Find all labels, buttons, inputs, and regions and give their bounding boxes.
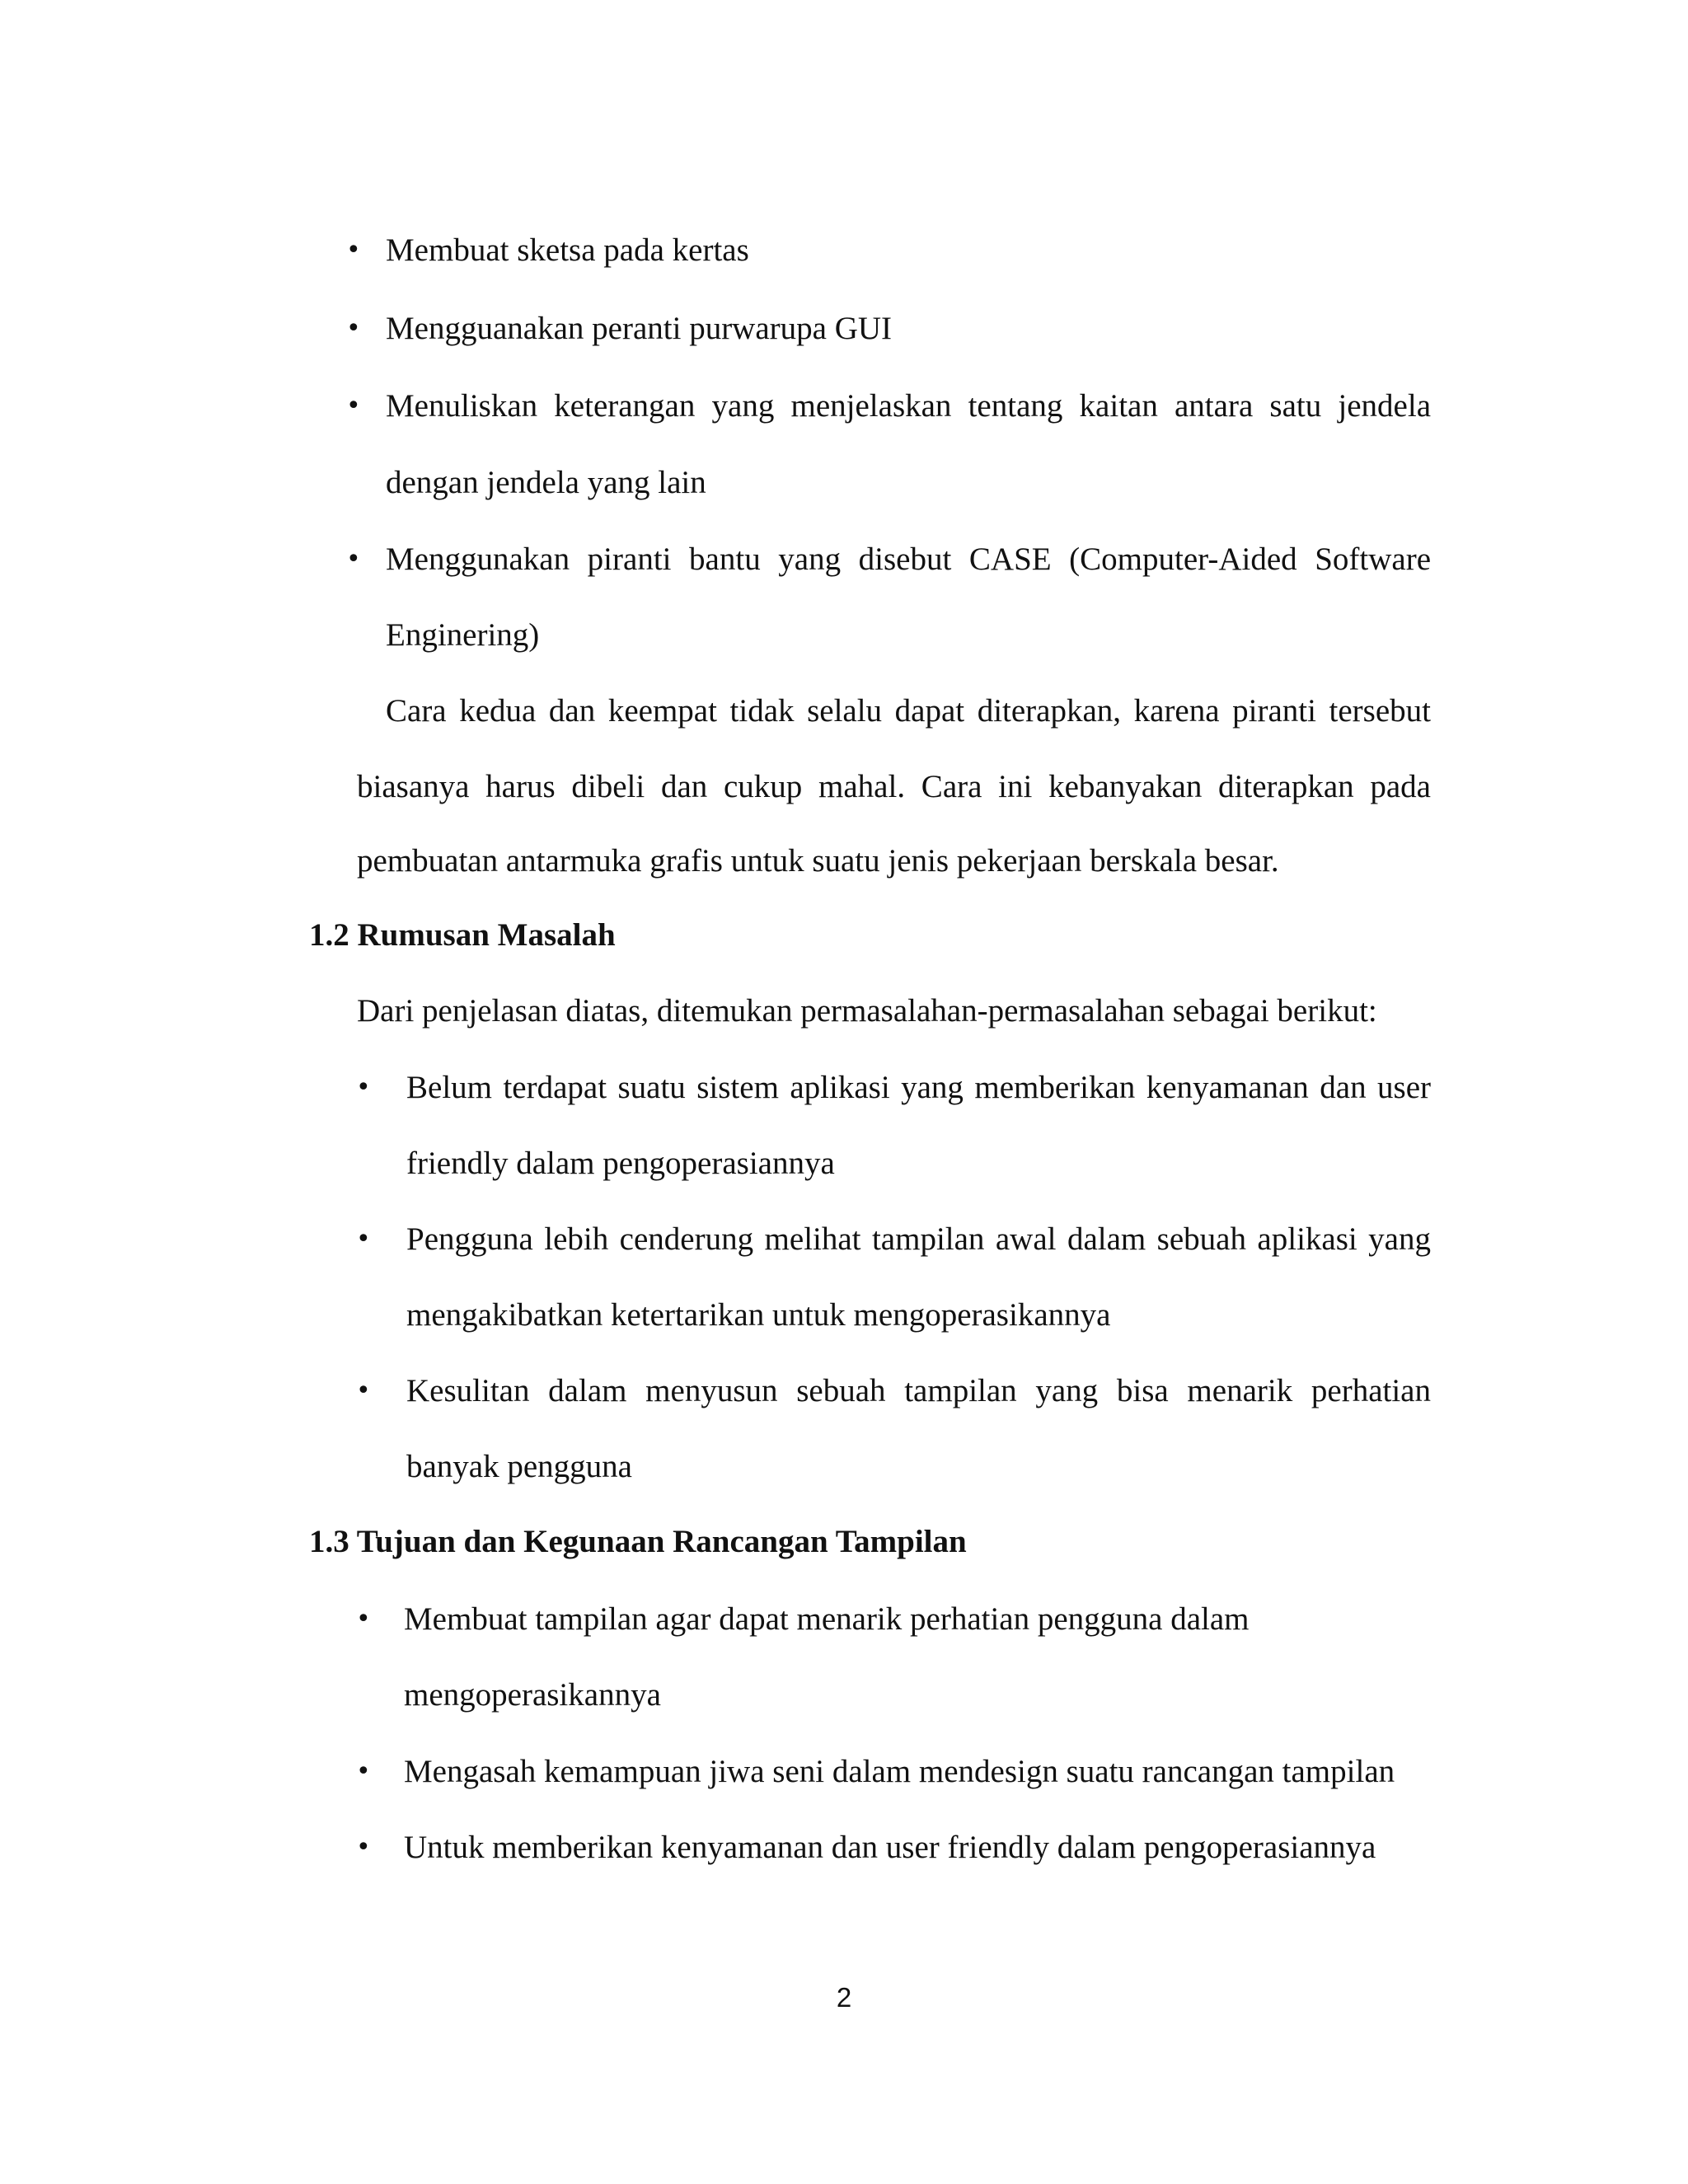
bullet-icon: •	[356, 1073, 371, 1102]
intro-item-3-line-2: dengan jendela yang lain	[386, 465, 706, 500]
bullet-icon: •	[356, 1833, 371, 1862]
problem-item-2-line-2: mengakibatkan ketertarikan untuk mengoperasikannya	[406, 1297, 1111, 1333]
paragraph-line-3: pembuatan antarmuka grafis untuk suatu jenis pekerjaan berskala besar.	[357, 843, 1279, 879]
bullet-icon: •	[356, 1757, 371, 1786]
bullet-icon: •	[346, 314, 361, 343]
intro-item-4-line-2: Enginering)	[386, 617, 540, 653]
intro-item-1: Membuat sketsa pada kertas	[386, 232, 749, 268]
paragraph-line-2: biasanya harus dibeli dan cukup mahal. Cara ini kebanyakan diterapkan pada	[357, 769, 1431, 804]
intro-item-2: Mengguanakan peranti purwarupa GUI	[386, 311, 893, 346]
bullet-icon: •	[356, 1605, 371, 1633]
page-number: 2	[836, 1982, 852, 2013]
bullet-icon: •	[356, 1376, 371, 1405]
bullet-icon: •	[346, 545, 361, 574]
bullet-icon: •	[346, 236, 361, 265]
bullet-icon: •	[346, 391, 361, 420]
problem-item-2-line-1: Pengguna lebih cenderung melihat tampilan awal dalam sebuah aplikasi yang	[406, 1221, 1431, 1257]
problem-item-3-line-2: banyak pengguna	[406, 1449, 632, 1484]
bullet-icon: •	[356, 1225, 371, 1254]
goal-item-2: Mengasah kemampuan jiwa seni dalam mendesign suatu rancangan tampilan	[404, 1754, 1395, 1789]
goal-item-1-line-1: Membuat tampilan agar dapat menarik perhatian pengguna dalam	[404, 1601, 1250, 1637]
section-1-2-lead: Dari penjelasan diatas, ditemukan permasalahan-permasalahan sebagai berikut:	[357, 993, 1377, 1029]
section-heading-1-2: 1.2 Rumusan Masalah	[309, 917, 616, 953]
intro-item-3-line-1: Menuliskan keterangan yang menjelaskan tentang kaitan antara satu jendela	[386, 388, 1431, 424]
goal-item-3: Untuk memberikan kenyamanan dan user friendly dalam pengoperasiannya	[404, 1830, 1376, 1865]
paragraph-line-1: Cara kedua dan keempat tidak selalu dapat diterapkan, karena piranti tersebut	[386, 693, 1431, 729]
problem-item-1-line-1: Belum terdapat suatu sistem aplikasi yang memberikan kenyamanan dan user	[406, 1070, 1431, 1105]
section-heading-1-3: 1.3 Tujuan dan Kegunaan Rancangan Tampilan	[309, 1524, 967, 1559]
intro-item-4-line-1: Menggunakan piranti bantu yang disebut CASE (Computer-Aided Software	[386, 541, 1431, 577]
problem-item-1-line-2: friendly dalam pengoperasiannya	[406, 1146, 835, 1181]
problem-item-3-line-1: Kesulitan dalam menyusun sebuah tampilan yang bisa menarik perhatian	[406, 1373, 1431, 1408]
goal-item-1-line-2: mengoperasikannya	[404, 1677, 661, 1713]
